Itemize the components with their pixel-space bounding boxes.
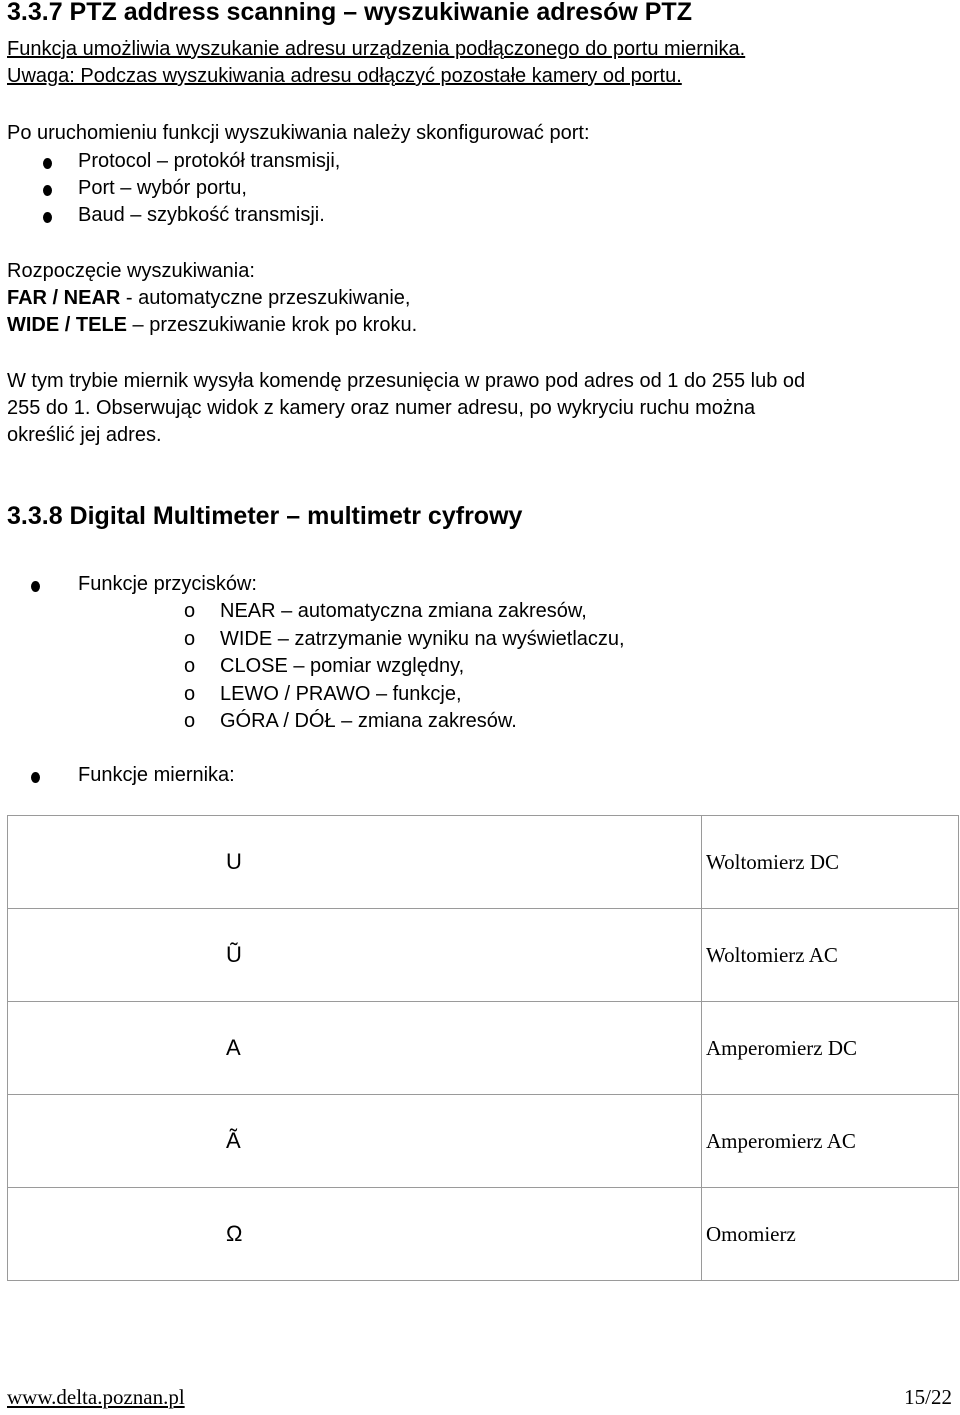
bullet-icon — [43, 212, 52, 223]
page-number: 15/22 — [904, 1385, 952, 1409]
table-cell-name: Amperomierz DC — [702, 1002, 959, 1095]
mode-wide-tele — [7, 314, 417, 337]
bullet-icon — [31, 772, 40, 783]
bullet-icon — [43, 158, 52, 169]
paragraph-warning: Uwaga: Podczas wyszukiwania adresu odłączyć pozostałe kamery od portu. — [7, 65, 682, 87]
table-cell-name: Woltomierz AC — [702, 909, 959, 1002]
button-item-near: NEAR – automatyczna zmiana zakresów, — [220, 600, 587, 622]
paragraph-mode-line3: określić jej adres. — [7, 424, 162, 446]
table-row — [8, 1188, 959, 1281]
mode-wide-tele-key: WIDE / TELE — [7, 314, 127, 336]
table-row — [8, 909, 959, 1002]
table-cell-symbol: A — [8, 1002, 702, 1095]
config-item-protocol: Protocol – protokół transmisji, — [78, 150, 341, 172]
button-item-wide: WIDE – zatrzymanie wyniku na wyświetlaczu, — [220, 628, 625, 650]
table-cell-name: Amperomierz AC — [702, 1095, 959, 1188]
bullet-icon — [43, 185, 52, 196]
meter-label: Funkcje miernika: — [78, 764, 235, 786]
config-intro: Po uruchomieniu funkcji wyszukiwania należy skonfigurować port: — [7, 122, 590, 144]
start-label: Rozpoczęcie wyszukiwania: — [7, 260, 255, 282]
paragraph-description: Funkcja umożliwia wyszukanie adresu urządzenia podłączonego do portu miernika. — [7, 38, 746, 60]
mode-far-near-key: FAR / NEAR — [7, 287, 121, 309]
section-heading-multimeter: 3.3.8 Digital Multimeter – multimetr cyfrowy — [7, 502, 523, 530]
table-cell-symbol: U — [8, 816, 702, 909]
bullet-icon — [31, 581, 40, 592]
table-row — [8, 1095, 959, 1188]
mode-wide-tele-text: – przeszukiwanie krok po kroku. — [127, 314, 418, 336]
button-item-close: CLOSE – pomiar względny, — [220, 655, 465, 677]
button-item-lewo-prawo: LEWO / PRAWO – funkcje, — [220, 683, 462, 705]
footer-website-link[interactable]: www.delta.poznan.pl — [7, 1385, 185, 1409]
paragraph-mode-line2: 255 do 1. Obserwując widok z kamery oraz numer adresu, po wykryciu ruchu można — [7, 397, 756, 419]
button-item-gora-dol: GÓRA / DÓŁ – zmiana zakresów. — [220, 710, 517, 732]
config-item-port: Port – wybór portu, — [78, 177, 247, 199]
table-cell-symbol: Ã — [8, 1095, 702, 1188]
table-row — [8, 1002, 959, 1095]
buttons-label: Funkcje przycisków: — [78, 573, 257, 595]
meter-functions-table — [7, 815, 959, 1281]
paragraph-mode-line1: W tym trybie miernik wysyła komendę przesunięcia w prawo pod adres od 1 do 255 lub od — [7, 370, 806, 392]
sub-bullet-icon: o — [184, 655, 196, 677]
table-cell-name: Omomierz — [702, 1188, 959, 1281]
config-item-baud: Baud – szybkość transmisji. — [78, 204, 325, 226]
sub-bullet-icon: o — [184, 710, 196, 732]
section-heading-ptz-scanning: 3.3.7 PTZ address scanning – wyszukiwanie adresów PTZ — [7, 0, 692, 26]
table-cell-name: Woltomierz DC — [702, 816, 959, 909]
mode-far-near-text: - automatyczne przeszukiwanie, — [120, 287, 411, 309]
table-row — [8, 816, 959, 909]
sub-bullet-icon: o — [184, 600, 196, 622]
mode-far-near — [7, 287, 410, 310]
sub-bullet-icon: o — [184, 683, 196, 705]
sub-bullet-icon: o — [184, 628, 196, 650]
table-cell-symbol: Ω — [8, 1188, 702, 1281]
table-cell-symbol: Ũ — [8, 909, 702, 1002]
